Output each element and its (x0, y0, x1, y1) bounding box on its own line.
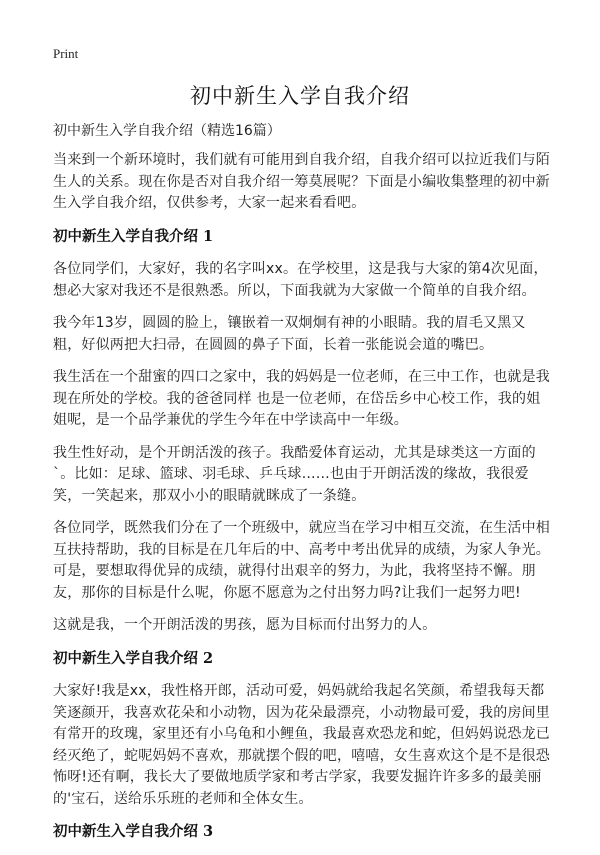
section-1-paragraph-2: 我今年13岁，圆圆的脸上，镶嵌着一双炯炯有神的小眼睛。我的眉毛又黑又粗，好似两把大扫帚，在圆圆的鼻子下面，长着一张能说会道的嘴巴。 (53, 315, 526, 353)
page-title: 初中新生入学自我介绍 (190, 84, 410, 108)
section-heading-3: 初中新生入学自我介绍 3 (53, 823, 214, 840)
section-1-paragraph-5: 各位同学，既然我们分在了一个班级中，就应当在学习中相互交流，在生活中相互扶持帮助，我的目标是在几年后的中、高考中考出优异的成绩，为家人争光。可是，要想取得优异的成绩，就得付出艰辛的努力，为此，我将坚持不懈。朋友，那你的目标是什么呢，你愿不愿意为之付出努力吗?让我们一起努力吧! (53, 520, 550, 601)
section-1-paragraph-1: 各位同学们，大家好，我的名字叫xx。在学校里，这是我与大家的第4次见面，想必大家对我还不是很熟悉。所以，下面我就为大家做一个简单的自我介绍。 (53, 261, 548, 299)
section-1-paragraph-3: 我生活在一个甜蜜的四口之家中，我的妈妈是一位老师，在三中工作，也就是我现在所处的学校。我的爸爸同样 也是一位老师，在岱岳乡中心校工作，我的姐姐呢，是一个品学兼优的学生今年在中学读高中一年级。 (53, 369, 550, 428)
print-label[interactable]: Print (53, 46, 79, 61)
section-2-paragraph-1: 大家好!我是xx，我性格开郎，活动可爱，妈妈就给我起名笑颜，希望我每天都笑逐颜开，我喜欢花朵和小动物，因为花朵最漂亮，小动物最可爱，我的房间里有常开的玫瑰，家里还有小乌龟和小鲤鱼，我最喜欢恐龙和蛇，但妈妈说恐龙已经灭绝了，蛇呢妈妈不喜欢，那就摆个假的吧，嘻嘻，女生喜欢这个是不是很恐怖呀!还有啊，我长大了要做地质学家和考古学家，我要发掘许许多多的最美丽的'宝石，送给乐乐班的老师和全体女生。 (53, 683, 550, 807)
section-1-paragraph-6: 这就是我，一个开朗活泼的男孩，愿为目标而付出努力的人。 (53, 617, 437, 633)
section-1-paragraph-4: 我生性好动，是个开朗活泼的孩子。我酷爱体育运动，尤其是球类这一方面的`。比如：足球、篮球、羽毛球、乒乓球……也由于开朗活泼的缘故，我很爱笑，一笑起来，那双小小的眼睛就眯成了一条缝。 (53, 444, 536, 504)
section-heading-2: 初中新生入学自我介绍 2 (53, 649, 214, 667)
section-heading-1: 初中新生入学自我介绍 1 (53, 227, 214, 245)
intro-paragraph: 当来到一个新环境时，我们就有可能用到自我介绍，自我介绍可以拉近我们与陌生人的关系。现在你是否对自我介绍一筹莫展呢？下面是小编收集整理的初中新生入学自我介绍，仅供参考，大家一起来看看吧。 (53, 152, 550, 211)
document-body (53, 150, 553, 855)
document-subtitle: 初中新生入学自我介绍（精选16篇） (53, 123, 281, 139)
